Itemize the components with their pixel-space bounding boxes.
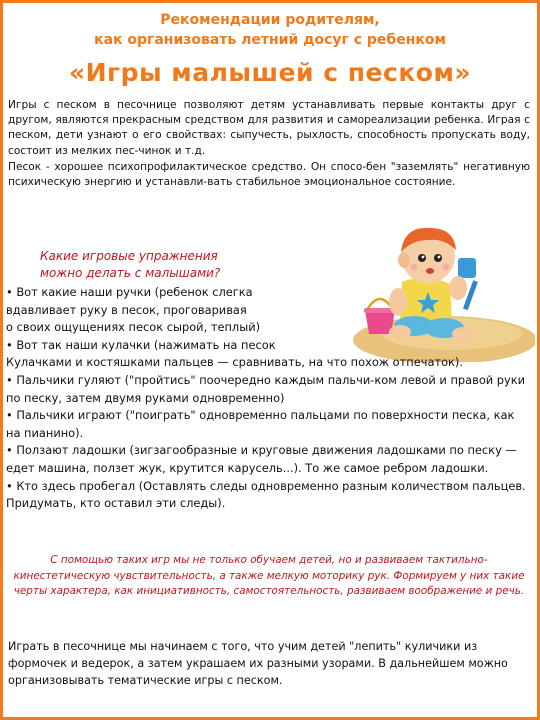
- exercise-item-2a: • Вот так наши кулачки (нажимать на песок: [6, 337, 276, 352]
- exercise-item-1a: • Вот какие наши ручки (ребенок слегка: [6, 285, 253, 299]
- header-line-2: как организовать летний досуг с ребенком: [94, 32, 446, 48]
- question-line-1: Какие игровые упражнения: [40, 249, 218, 263]
- header-line-1: Рекомендации родителям,: [160, 12, 380, 28]
- page-title: «Игры малышей с песком»: [68, 58, 472, 87]
- exercise-item-6: • Кто здесь пробегал (Оставлять следы одновременно разным количеством пальцев. Придумать, кто оставил эти следы).: [6, 478, 526, 511]
- exercise-question: [40, 248, 300, 282]
- intro-paragraph-2: Песок - хорошее психопрофилактическое средство. Он спосо-бен "заземлять" негативную психическую энергию и устанавли-вать стабильное эмоциональное состояние.: [8, 161, 530, 189]
- exercise-item-1b: вдавливает руку в песок, проговаривая: [6, 302, 247, 317]
- exercise-item-1c: о своих ощущениях песок сырой, теплый): [6, 320, 261, 335]
- exercise-item-4: • Пальчики играют ("поиграть" одновременно пальцами по поверхности песка, как на пианино).: [6, 408, 515, 440]
- exercise-item-5: • Ползают ладошки (зигзагообразные и круговые движения ладошками по песку — едет машина, ползет жук, крутится карусель...). То же самое ребром ладошки.: [6, 443, 517, 475]
- development-note: С помощью таких игр мы не только обучаем детей, но и развиваем тактильно-кинестетическую чувствительность, а также мелкую моторику рук. Формируем у них такие черты характера, как инициативность, самостоятельность, развиваем воображение и речь.: [13, 554, 525, 598]
- exercise-item-3: • Пальчики гуляют ("пройтись" поочередно каждым пальчи-ком левой и правой руки по песку, затем двумя руками одновременно): [6, 372, 526, 405]
- intro-paragraph-1: Игры с песком в песочнице позволяют детям устанавливать первые контакты друг с другом, являются прекрасным средством для развития и самореализации ребенка. Играя с песком, дети узнают о его свойствах: сыпучесть, рыхлость, способность пропускать воду, состоит из мелких пес-чинок и т.д.: [8, 99, 530, 157]
- exercise-item-2b: Кулачками и костяшками пальцев — сравнивать, на что похож отпечаток).: [6, 355, 463, 370]
- question-line-2: можно делать с малышами?: [40, 266, 221, 280]
- exercise-list: [6, 284, 531, 513]
- closing-paragraph: Играть в песочнице мы начинаем с того, что учим детей "лепить" куличики из формочек и ведерок, а затем украшаем их разными узорами. В дальнейшем можно организовывать тематические игры с песком.: [8, 640, 508, 687]
